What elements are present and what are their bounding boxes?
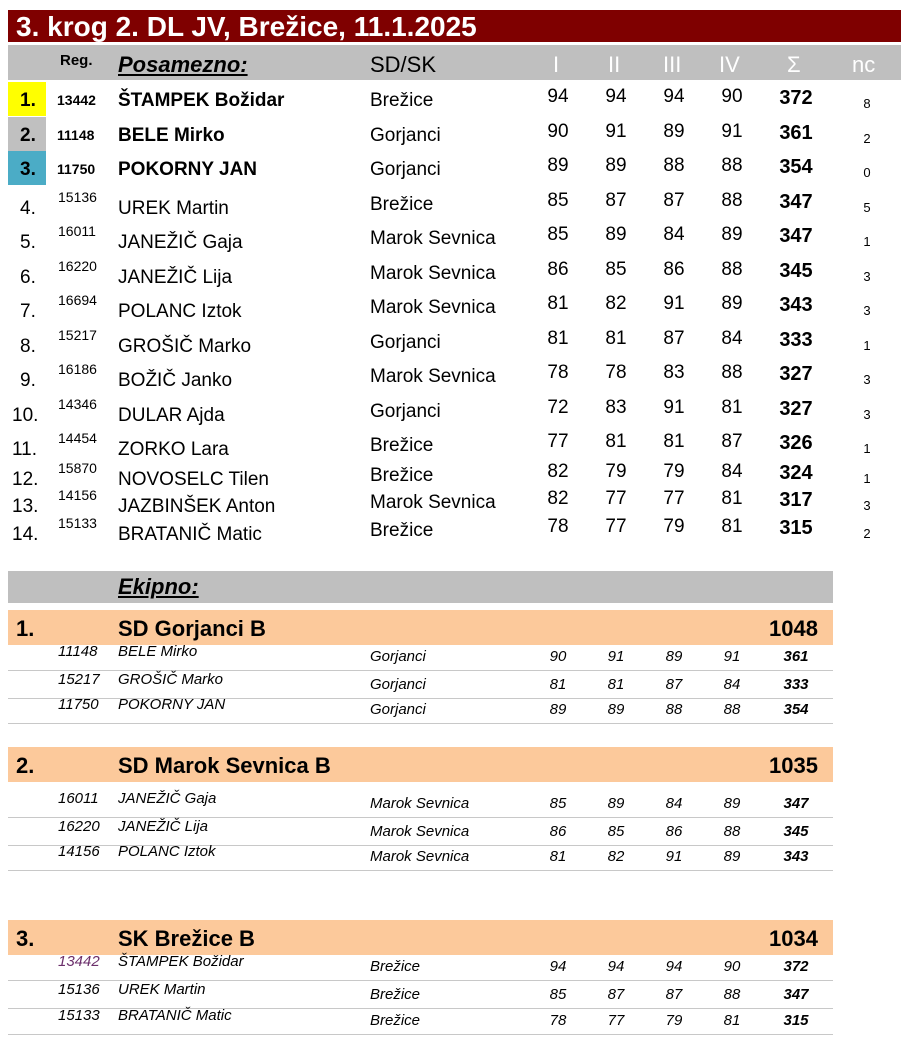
header-section-individual: Posamezno:	[118, 52, 248, 77]
cell-rank: 12.	[12, 469, 39, 490]
cell-s1: 78	[547, 516, 569, 537]
member-club: Brežice	[370, 958, 421, 975]
header-sum: Σ	[787, 52, 801, 77]
cell-sum: 345	[779, 260, 813, 282]
page-title: 3. krog 2. DL JV, Brežice, 11.1.2025	[16, 11, 477, 42]
cell-s3: 87	[663, 328, 685, 349]
cell-s4: 90	[721, 86, 743, 107]
cell-s2: 91	[605, 121, 627, 142]
member-club: Marok Sevnica	[370, 795, 470, 812]
cell-s4: 89	[721, 293, 743, 314]
cell-rank: 9.	[20, 370, 36, 391]
member-s4: 84	[723, 676, 741, 693]
cell-s3: 91	[663, 397, 685, 418]
cell-s3: 79	[663, 461, 685, 482]
member-s4: 89	[723, 848, 741, 865]
cell-s4: 88	[721, 362, 743, 383]
team-total: 1048	[769, 616, 818, 641]
cell-s1: 90	[547, 121, 569, 142]
cell-s4: 88	[721, 190, 743, 211]
member-sum: 347	[783, 986, 809, 1003]
cell-rank: 8.	[20, 336, 36, 357]
cell-club: Brežice	[370, 435, 434, 456]
cell-sum: 317	[779, 489, 813, 511]
cell-name: NOVOSELC Tilen	[118, 469, 269, 490]
cell-nc: 1	[863, 234, 871, 249]
cell-club: Marok Sevnica	[370, 366, 496, 387]
member-name: POKORNY JAN	[118, 696, 226, 713]
cell-name: BOŽIČ Janko	[118, 370, 233, 391]
member-name: BELE Mirko	[118, 643, 198, 660]
cell-s2: 85	[605, 259, 627, 280]
cell-name: POLANC Iztok	[118, 301, 242, 322]
member-s2: 82	[607, 848, 625, 865]
cell-name: BRATANIČ Matic	[118, 524, 262, 545]
member-club: Gorjanci	[370, 648, 426, 665]
member-name: JANEŽIČ Gaja	[118, 790, 217, 807]
member-reg: 15136	[58, 981, 100, 998]
cell-reg: 14454	[58, 430, 97, 446]
member-reg: 14156	[58, 843, 100, 860]
member-s2: 81	[607, 676, 625, 693]
member-reg: 16220	[58, 818, 100, 835]
cell-nc: 8	[863, 96, 871, 111]
cell-nc: 3	[863, 407, 871, 422]
member-s4: 89	[723, 795, 741, 812]
header-section-team: Ekipno:	[118, 574, 199, 599]
member-name: BRATANIČ Matic	[118, 1007, 232, 1024]
row-separator	[8, 1034, 833, 1035]
member-sum: 347	[783, 795, 809, 812]
cell-nc: 1	[863, 471, 871, 486]
cell-nc: 2	[863, 526, 871, 541]
cell-nc: 0	[863, 165, 871, 180]
member-reg: 11750	[58, 696, 99, 713]
cell-rank: 13.	[12, 496, 39, 517]
member-s4: 90	[723, 958, 741, 975]
member-s3: 94	[665, 958, 683, 975]
cell-name: JANEŽIČ Lija	[118, 267, 233, 288]
cell-s3: 88	[663, 155, 685, 176]
team-total: 1035	[769, 753, 818, 778]
member-s2: 87	[607, 986, 625, 1003]
cell-s4: 81	[721, 488, 743, 509]
cell-club: Marok Sevnica	[370, 297, 496, 318]
member-s1: 85	[549, 795, 567, 812]
cell-s3: 77	[663, 488, 685, 509]
cell-s1: 77	[547, 431, 569, 452]
cell-s2: 78	[605, 362, 627, 383]
cell-s4: 88	[721, 155, 743, 176]
cell-s2: 81	[605, 431, 627, 452]
member-s3: 91	[665, 848, 683, 865]
cell-club: Brežice	[370, 194, 434, 215]
cell-rank: 6.	[20, 267, 36, 288]
cell-name: JAZBINŠEK Anton	[118, 496, 276, 517]
cell-s1: 81	[547, 328, 569, 349]
cell-s3: 83	[663, 362, 685, 383]
member-s4: 88	[723, 823, 741, 840]
cell-s2: 89	[605, 224, 627, 245]
cell-s1: 81	[547, 293, 569, 314]
member-s2: 77	[607, 1012, 625, 1029]
cell-sum: 326	[779, 432, 813, 454]
cell-reg: 13442	[57, 92, 96, 108]
member-sum: 354	[783, 701, 809, 718]
team-name: SD Gorjanci B	[118, 616, 266, 641]
cell-s3: 91	[663, 293, 685, 314]
cell-club: Marok Sevnica	[370, 228, 496, 249]
row-separator	[8, 870, 833, 871]
cell-nc: 3	[863, 303, 871, 318]
cell-club: Brežice	[370, 90, 434, 111]
cell-nc: 3	[863, 269, 871, 284]
cell-club: Gorjanci	[370, 332, 441, 353]
cell-rank: 7.	[20, 301, 36, 322]
cell-s2: 89	[605, 155, 627, 176]
member-club: Marok Sevnica	[370, 848, 470, 865]
cell-s2: 83	[605, 397, 627, 418]
cell-sum: 361	[779, 122, 813, 144]
member-name: UREK Martin	[118, 981, 206, 998]
cell-s3: 84	[663, 224, 685, 245]
cell-name: UREK Martin	[118, 198, 229, 219]
cell-name: ZORKO Lara	[118, 439, 229, 460]
cell-club: Marok Sevnica	[370, 263, 496, 284]
cell-sum: 327	[779, 363, 813, 385]
cell-s1: 82	[547, 461, 569, 482]
cell-s1: 85	[547, 224, 569, 245]
cell-sum: 333	[779, 329, 813, 351]
cell-club: Gorjanci	[370, 125, 441, 146]
cell-s1: 85	[547, 190, 569, 211]
cell-reg: 14346	[58, 396, 97, 412]
team-total: 1034	[769, 926, 818, 951]
cell-s2: 87	[605, 190, 627, 211]
cell-s3: 81	[663, 431, 685, 452]
cell-rank: 11.	[12, 439, 38, 460]
cell-sum: 347	[779, 191, 813, 213]
cell-nc: 3	[863, 372, 871, 387]
cell-s4: 91	[721, 121, 743, 142]
cell-s4: 84	[721, 461, 743, 482]
member-club: Brežice	[370, 1012, 421, 1029]
member-s3: 88	[665, 701, 683, 718]
cell-sum: 324	[779, 462, 813, 484]
cell-reg: 11750	[57, 161, 96, 177]
member-s3: 87	[665, 676, 683, 693]
cell-s1: 86	[547, 259, 569, 280]
cell-s2: 79	[605, 461, 627, 482]
cell-sum: 327	[779, 398, 813, 420]
member-s2: 89	[607, 795, 625, 812]
cell-s2: 77	[605, 516, 627, 537]
cell-nc: 2	[863, 131, 871, 146]
member-name: GROŠIČ Marko	[118, 671, 224, 688]
member-s2: 85	[607, 823, 625, 840]
member-sum: 372	[783, 958, 809, 975]
member-reg: 16011	[58, 790, 99, 807]
cell-s3: 89	[663, 121, 685, 142]
cell-club: Brežice	[370, 465, 434, 486]
member-club: Gorjanci	[370, 701, 426, 718]
cell-reg: 11148	[57, 127, 95, 143]
cell-rank: 4.	[20, 198, 36, 219]
member-s1: 85	[549, 986, 567, 1003]
member-reg: 11148	[58, 643, 98, 660]
cell-name: GROŠIČ Marko	[118, 336, 252, 357]
member-club: Brežice	[370, 986, 421, 1003]
team-rank: 3.	[16, 926, 35, 951]
cell-rank: 14.	[12, 524, 39, 545]
member-name: ŠTAMPEK Božidar	[118, 953, 244, 970]
cell-s1: 94	[547, 86, 569, 107]
cell-sum: 354	[779, 156, 813, 178]
member-s3: 87	[665, 986, 683, 1003]
cell-reg: 16011	[58, 223, 96, 239]
member-s2: 91	[607, 648, 625, 665]
cell-s4: 81	[721, 516, 743, 537]
cell-reg: 16220	[58, 258, 97, 274]
cell-s1: 82	[547, 488, 569, 509]
cell-name: DULAR Ajda	[118, 405, 225, 426]
member-s4: 88	[723, 986, 741, 1003]
cell-club: Gorjanci	[370, 401, 441, 422]
header-series-3: III	[663, 52, 682, 77]
row-separator	[8, 723, 833, 724]
header-series-1: I	[553, 52, 560, 77]
cell-s4: 81	[721, 397, 743, 418]
cell-sum: 372	[779, 87, 813, 109]
cell-nc: 5	[863, 200, 871, 215]
cell-s4: 89	[721, 224, 743, 245]
cell-rank: 2.	[20, 125, 36, 146]
member-s3: 79	[665, 1012, 683, 1029]
member-s1: 86	[549, 823, 567, 840]
title-bar	[8, 10, 901, 42]
cell-s3: 79	[663, 516, 685, 537]
member-sum: 361	[783, 648, 809, 665]
team-name: SD Marok Sevnica B	[118, 753, 331, 778]
cell-rank: 3.	[20, 159, 36, 180]
cell-sum: 343	[779, 294, 813, 316]
team-name: SK Brežice B	[118, 926, 255, 951]
cell-reg: 14156	[58, 487, 97, 503]
header-series-2: II	[608, 52, 621, 77]
cell-sum: 347	[779, 225, 813, 247]
cell-nc: 1	[863, 338, 871, 353]
cell-nc: 3	[863, 498, 871, 513]
cell-s1: 72	[547, 397, 569, 418]
cell-reg: 16186	[58, 361, 97, 377]
cell-reg: 15870	[58, 460, 97, 476]
cell-s3: 94	[663, 86, 685, 107]
member-s2: 94	[607, 958, 625, 975]
member-name: JANEŽIČ Lija	[118, 818, 209, 835]
cell-name: BELE Mirko	[118, 125, 225, 146]
member-s4: 91	[723, 648, 741, 665]
member-s1: 81	[549, 676, 567, 693]
member-s3: 86	[665, 823, 683, 840]
member-s1: 81	[549, 848, 567, 865]
header-reg: Reg.	[60, 52, 93, 69]
member-reg: 15133	[58, 1007, 100, 1024]
header-club: SD/SK	[370, 52, 437, 77]
member-s3: 89	[665, 648, 683, 665]
member-sum: 345	[783, 823, 809, 840]
cell-club: Gorjanci	[370, 159, 441, 180]
team-rank: 2.	[16, 753, 35, 778]
cell-s4: 84	[721, 328, 743, 349]
cell-name: ŠTAMPEK Božidar	[118, 90, 285, 111]
member-s4: 81	[723, 1012, 741, 1029]
cell-club: Brežice	[370, 520, 434, 541]
team-rank: 1.	[16, 616, 35, 641]
member-s1: 90	[549, 648, 567, 665]
cell-s2: 94	[605, 86, 627, 107]
cell-rank: 10.	[12, 405, 39, 426]
member-sum: 343	[783, 848, 809, 865]
cell-s2: 77	[605, 488, 627, 509]
cell-s1: 89	[547, 155, 569, 176]
cell-nc: 1	[863, 441, 871, 456]
cell-name: JANEŽIČ Gaja	[118, 232, 243, 253]
cell-s2: 81	[605, 328, 627, 349]
member-reg: 15217	[58, 671, 100, 688]
cell-reg: 15136	[58, 189, 97, 205]
cell-s1: 78	[547, 362, 569, 383]
cell-s3: 86	[663, 259, 685, 280]
cell-s4: 87	[721, 431, 743, 452]
cell-club: Marok Sevnica	[370, 492, 496, 513]
member-sum: 315	[783, 1012, 809, 1029]
member-name: POLANC Iztok	[118, 843, 216, 860]
cell-reg: 15133	[58, 515, 97, 531]
cell-rank: 1.	[20, 90, 36, 111]
member-reg: 13442	[58, 953, 100, 970]
member-sum: 333	[783, 676, 809, 693]
member-s4: 88	[723, 701, 741, 718]
member-s2: 89	[607, 701, 625, 718]
cell-rank: 5.	[20, 232, 36, 253]
cell-s4: 88	[721, 259, 743, 280]
member-s1: 94	[549, 958, 567, 975]
member-s3: 84	[665, 795, 683, 812]
member-s1: 78	[549, 1012, 567, 1029]
cell-reg: 16694	[58, 292, 97, 308]
cell-s2: 82	[605, 293, 627, 314]
cell-reg: 15217	[58, 327, 97, 343]
cell-s3: 87	[663, 190, 685, 211]
cell-name: POKORNY JAN	[118, 159, 258, 180]
cell-sum: 315	[779, 517, 813, 539]
header-series-4: IV	[719, 52, 740, 77]
header-nc: nc	[852, 52, 876, 77]
member-club: Gorjanci	[370, 676, 426, 693]
member-club: Marok Sevnica	[370, 823, 470, 840]
member-s1: 89	[549, 701, 567, 718]
